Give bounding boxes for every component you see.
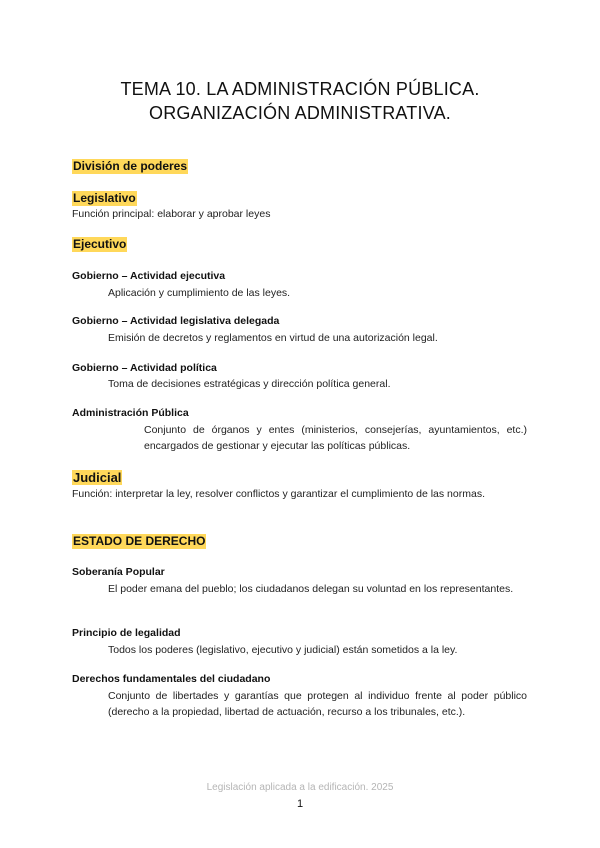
ejecutivo-item-title-0: Gobierno – Actividad ejecutiva [72,270,226,282]
ejecutivo-item-text-0: Aplicación y cumplimiento de las leyes. [108,287,291,299]
page-number: 1 [296,798,304,810]
estado-item-text-2: Conjunto de libertades y garantías que protegen al individuo frente al poder público (derecho a la propiedad, libertad de actuación, recurso a los tribunales, etc.). [108,690,527,718]
estado-item-title-2: Derechos fundamentales del ciudadano [72,673,271,685]
ejecutivo-item-text-1: Emisión de decretos y reglamentos en virtud de una autorización legal. [108,332,438,344]
estado-item-text-1: Todos los poderes (legislativo, ejecutivo y judicial) están sometidos a la ley. [108,644,458,656]
footer-text: Legislación aplicada a la edificación. 2025 [206,782,394,793]
ejecutivo-item-title-3: Administración Pública [72,407,189,419]
heading-ejecutivo: Ejecutivo [73,237,127,251]
estado-item-title-1: Principio de legalidad [72,627,181,639]
page-title-line-1: TEMA 10. LA ADMINISTRACIÓN PÚBLICA. [120,79,480,99]
estado-item-text-0: El poder emana del pueblo; los ciudadanos delegan su voluntad en los representantes. [108,583,514,595]
section-heading-division-poderes: División de poderes [73,159,188,173]
page-title-line-2: ORGANIZACIÓN ADMINISTRATIVA. [149,103,451,123]
legislativo-text: Función principal: elaborar y aprobar leyes [72,208,271,220]
section-heading-estado-derecho: ESTADO DE DERECHO [73,534,206,548]
ejecutivo-item-title-2: Gobierno – Actividad política [72,362,217,374]
estado-item-title-0: Soberanía Popular [72,566,165,578]
ejecutivo-item-text-3: Conjunto de órganos y entes (ministerios, consejerías, ayuntamientos, etc.) encargados de gestionar y ejecutar las políticas públicas. [144,424,527,452]
ejecutivo-item-text-2: Toma de decisiones estratégicas y dirección política general. [108,378,391,390]
heading-judicial: Judicial [73,470,122,485]
judicial-text: Función: interpretar la ley, resolver conflictos y garantizar el cumplimiento de las normas. [72,488,485,500]
ejecutivo-item-title-1: Gobierno – Actividad legislativa delegada [72,315,280,327]
heading-legislativo: Legislativo [73,191,136,205]
